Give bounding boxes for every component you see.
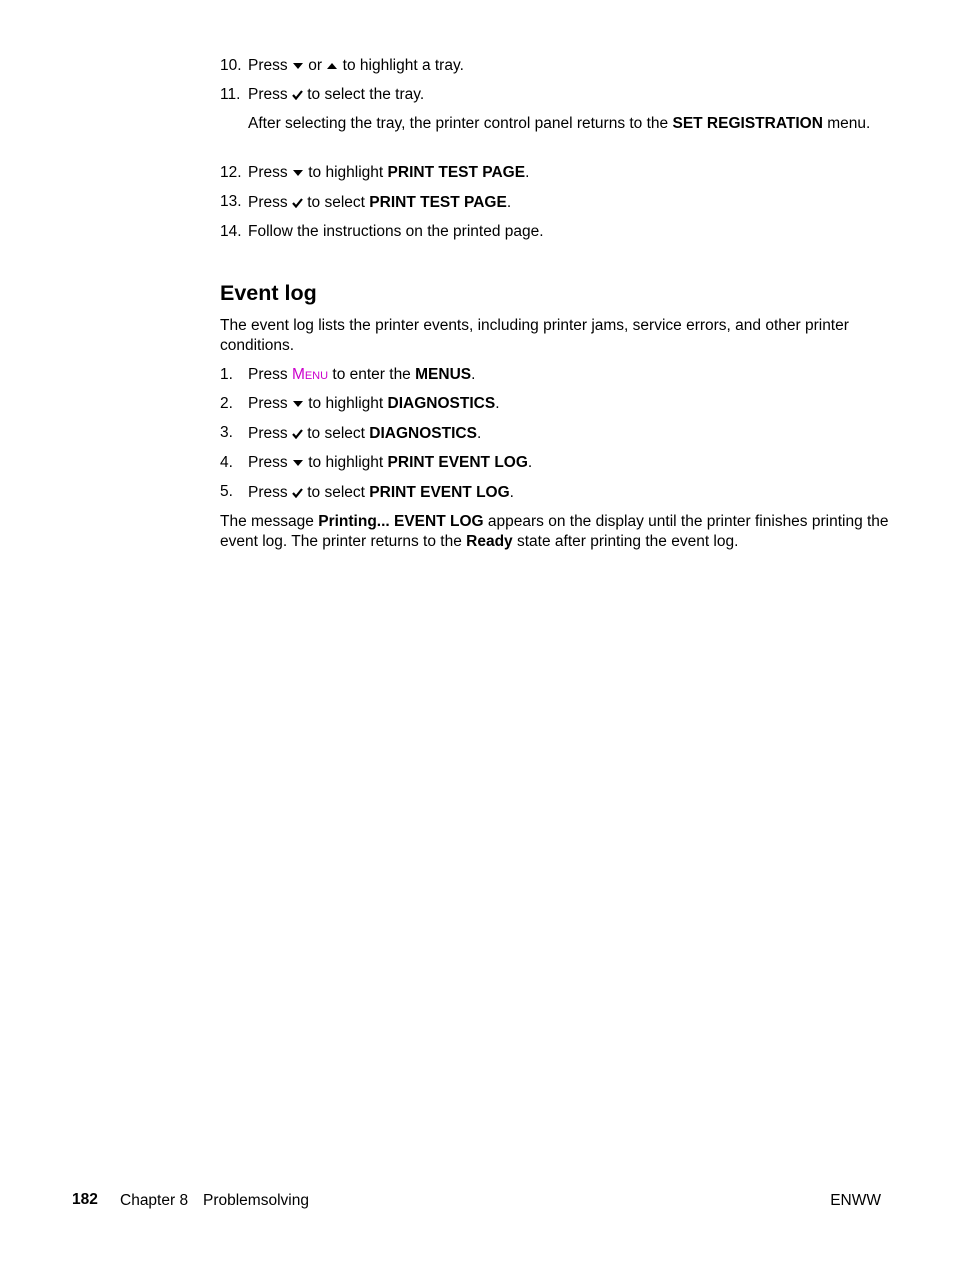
step-4-text <box>248 453 532 473</box>
step-end: . <box>509 484 514 501</box>
checkmark-icon <box>292 198 303 208</box>
step-text: Press <box>248 194 288 211</box>
step-number: 14. <box>220 223 242 240</box>
step-12-text <box>248 163 529 183</box>
step-text: Press <box>248 484 288 501</box>
menu-key-label: Menu <box>291 366 329 383</box>
step-bold: PRINT EVENT LOG <box>369 484 510 501</box>
step-end: . <box>495 395 500 412</box>
step-bold: DIAGNOSTICS <box>387 395 496 412</box>
checkmark-icon <box>292 90 303 100</box>
step-number: 13. <box>220 193 242 210</box>
step-5-text <box>248 483 514 503</box>
step-text: Press <box>248 164 288 181</box>
step-bold: PRINT TEST PAGE <box>387 164 526 181</box>
down-arrow-icon <box>292 400 304 408</box>
step-text: to highlight a tray. <box>342 57 464 74</box>
step-number: 12. <box>220 164 242 181</box>
step-2-text <box>248 394 500 414</box>
step-text: to highlight <box>308 395 384 412</box>
step-end: . <box>527 454 533 471</box>
step-end: . <box>471 366 476 383</box>
step-number: 2. <box>220 395 233 412</box>
step-text: Press <box>248 366 288 383</box>
step-bold: PRINT EVENT LOG <box>387 454 528 471</box>
step-13-text <box>248 193 511 213</box>
step-text: Press <box>248 454 288 471</box>
step-bold: MENUS <box>415 366 472 383</box>
step-number: 3. <box>220 424 233 441</box>
closing-text: state after printing the event log. <box>516 533 739 550</box>
footer-right: ENWW <box>830 1192 881 1209</box>
page-number: 182 <box>72 1191 98 1208</box>
step-1-text <box>248 365 475 385</box>
step-text: to select the tray. <box>307 86 425 103</box>
step-number: 4. <box>220 454 233 471</box>
section-heading: Event log <box>220 281 317 305</box>
up-arrow-icon <box>326 62 338 70</box>
step-end: . <box>525 164 530 181</box>
step-end: . <box>506 194 512 211</box>
note-bold: SET REGISTRATION <box>672 115 823 132</box>
step-14-text: Follow the instructions on the printed page. <box>248 223 544 240</box>
step-text: to select <box>307 194 365 211</box>
step-end: . <box>476 425 482 442</box>
step-3-text <box>248 424 481 444</box>
step-number: 1. <box>220 366 233 383</box>
closing-bold: Printing... EVENT LOG <box>318 513 484 530</box>
step-text: Press <box>248 57 288 74</box>
step-text: to enter the <box>332 366 411 383</box>
footer-title: Problemsolving <box>203 1192 309 1209</box>
checkmark-icon <box>292 488 303 498</box>
note-text: After selecting the tray, the printer control panel returns to the <box>248 115 669 132</box>
step-text: Press <box>248 425 288 442</box>
checkmark-icon <box>292 429 303 439</box>
step-note <box>248 114 888 134</box>
step-text: Press <box>248 86 288 103</box>
closing-text: The message <box>220 513 314 530</box>
closing-paragraph <box>220 512 890 552</box>
down-arrow-icon <box>292 62 304 70</box>
closing-text: appears on the display until the printer finishes printing the event log. The printer returns to the <box>220 513 889 550</box>
step-bold: DIAGNOSTICS <box>369 425 477 442</box>
step-text: to highlight <box>308 454 384 471</box>
section-intro: The event log lists the printer events, including printer jams, service errors, and other printer conditions. <box>220 317 849 354</box>
down-arrow-icon <box>292 459 304 467</box>
step-text: Press <box>248 395 288 412</box>
step-number: 10. <box>220 57 242 74</box>
footer-chapter: Chapter 8 <box>120 1192 189 1209</box>
note-text: menu. <box>827 115 871 132</box>
step-text: to select <box>307 425 365 442</box>
closing-bold: Ready <box>466 533 513 550</box>
step-text: to highlight <box>308 164 384 181</box>
step-number: 11. <box>220 86 241 103</box>
down-arrow-icon <box>292 169 304 177</box>
step-text: to select <box>307 484 365 501</box>
step-11-text <box>248 85 424 105</box>
step-10-text <box>248 56 464 76</box>
step-text: or <box>308 57 323 74</box>
step-number: 5. <box>220 483 233 500</box>
step-bold: PRINT TEST PAGE <box>369 194 507 211</box>
